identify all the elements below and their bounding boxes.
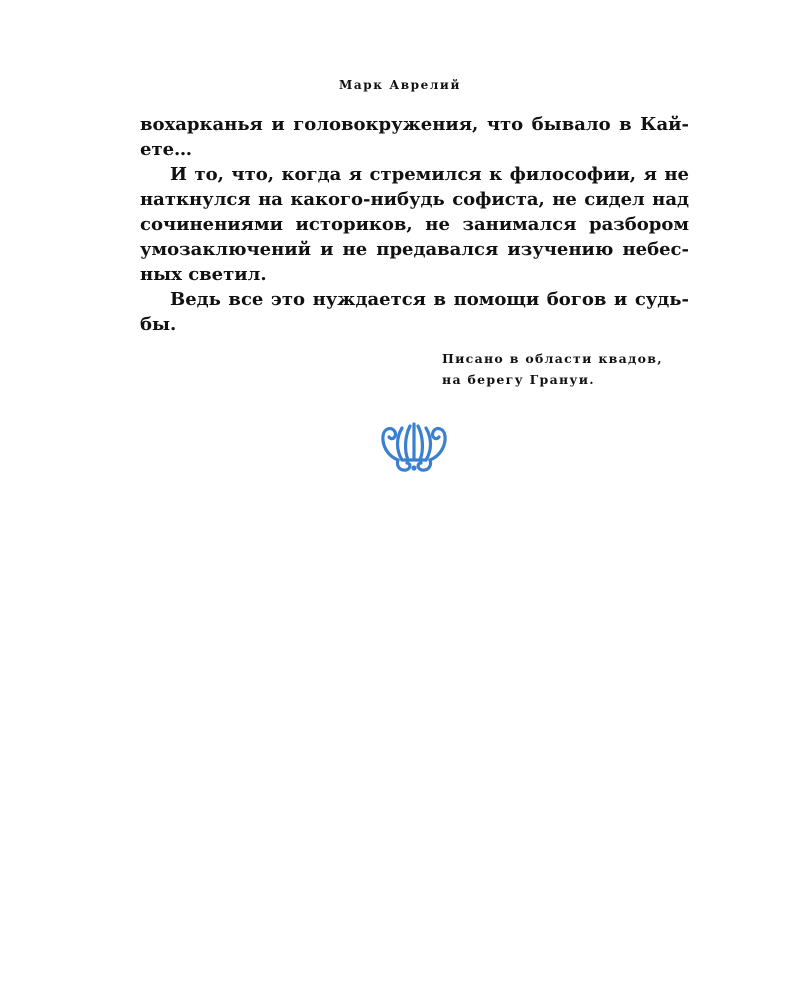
- text-line: Ведь все это нуждается в помощи богов и судь-: [170, 289, 689, 310]
- signature-block: [442, 348, 663, 390]
- body-text: [140, 112, 689, 337]
- text-line: И то, что, когда я стремился к философии, я не: [170, 164, 689, 185]
- running-title: Марк Аврелий: [339, 78, 461, 92]
- text-line: ных светил.: [140, 264, 267, 285]
- signature-line: на берегу Грануи.: [442, 372, 595, 387]
- lyre-ornament-icon: [378, 420, 450, 476]
- text-line: сочинениями историков, не занимался разбором: [140, 214, 689, 235]
- text-line: наткнулся на какого-нибудь софиста, не сидел над: [140, 189, 689, 210]
- text-line: бы.: [140, 314, 177, 335]
- text-line: умозаключений и не предавался изучению небес-: [140, 239, 689, 260]
- signature-line: Писано в области квадов,: [442, 351, 663, 366]
- text-line: вохарканья и головокружения, что бывало в Кай-: [140, 114, 689, 135]
- text-line: ете…: [140, 139, 193, 160]
